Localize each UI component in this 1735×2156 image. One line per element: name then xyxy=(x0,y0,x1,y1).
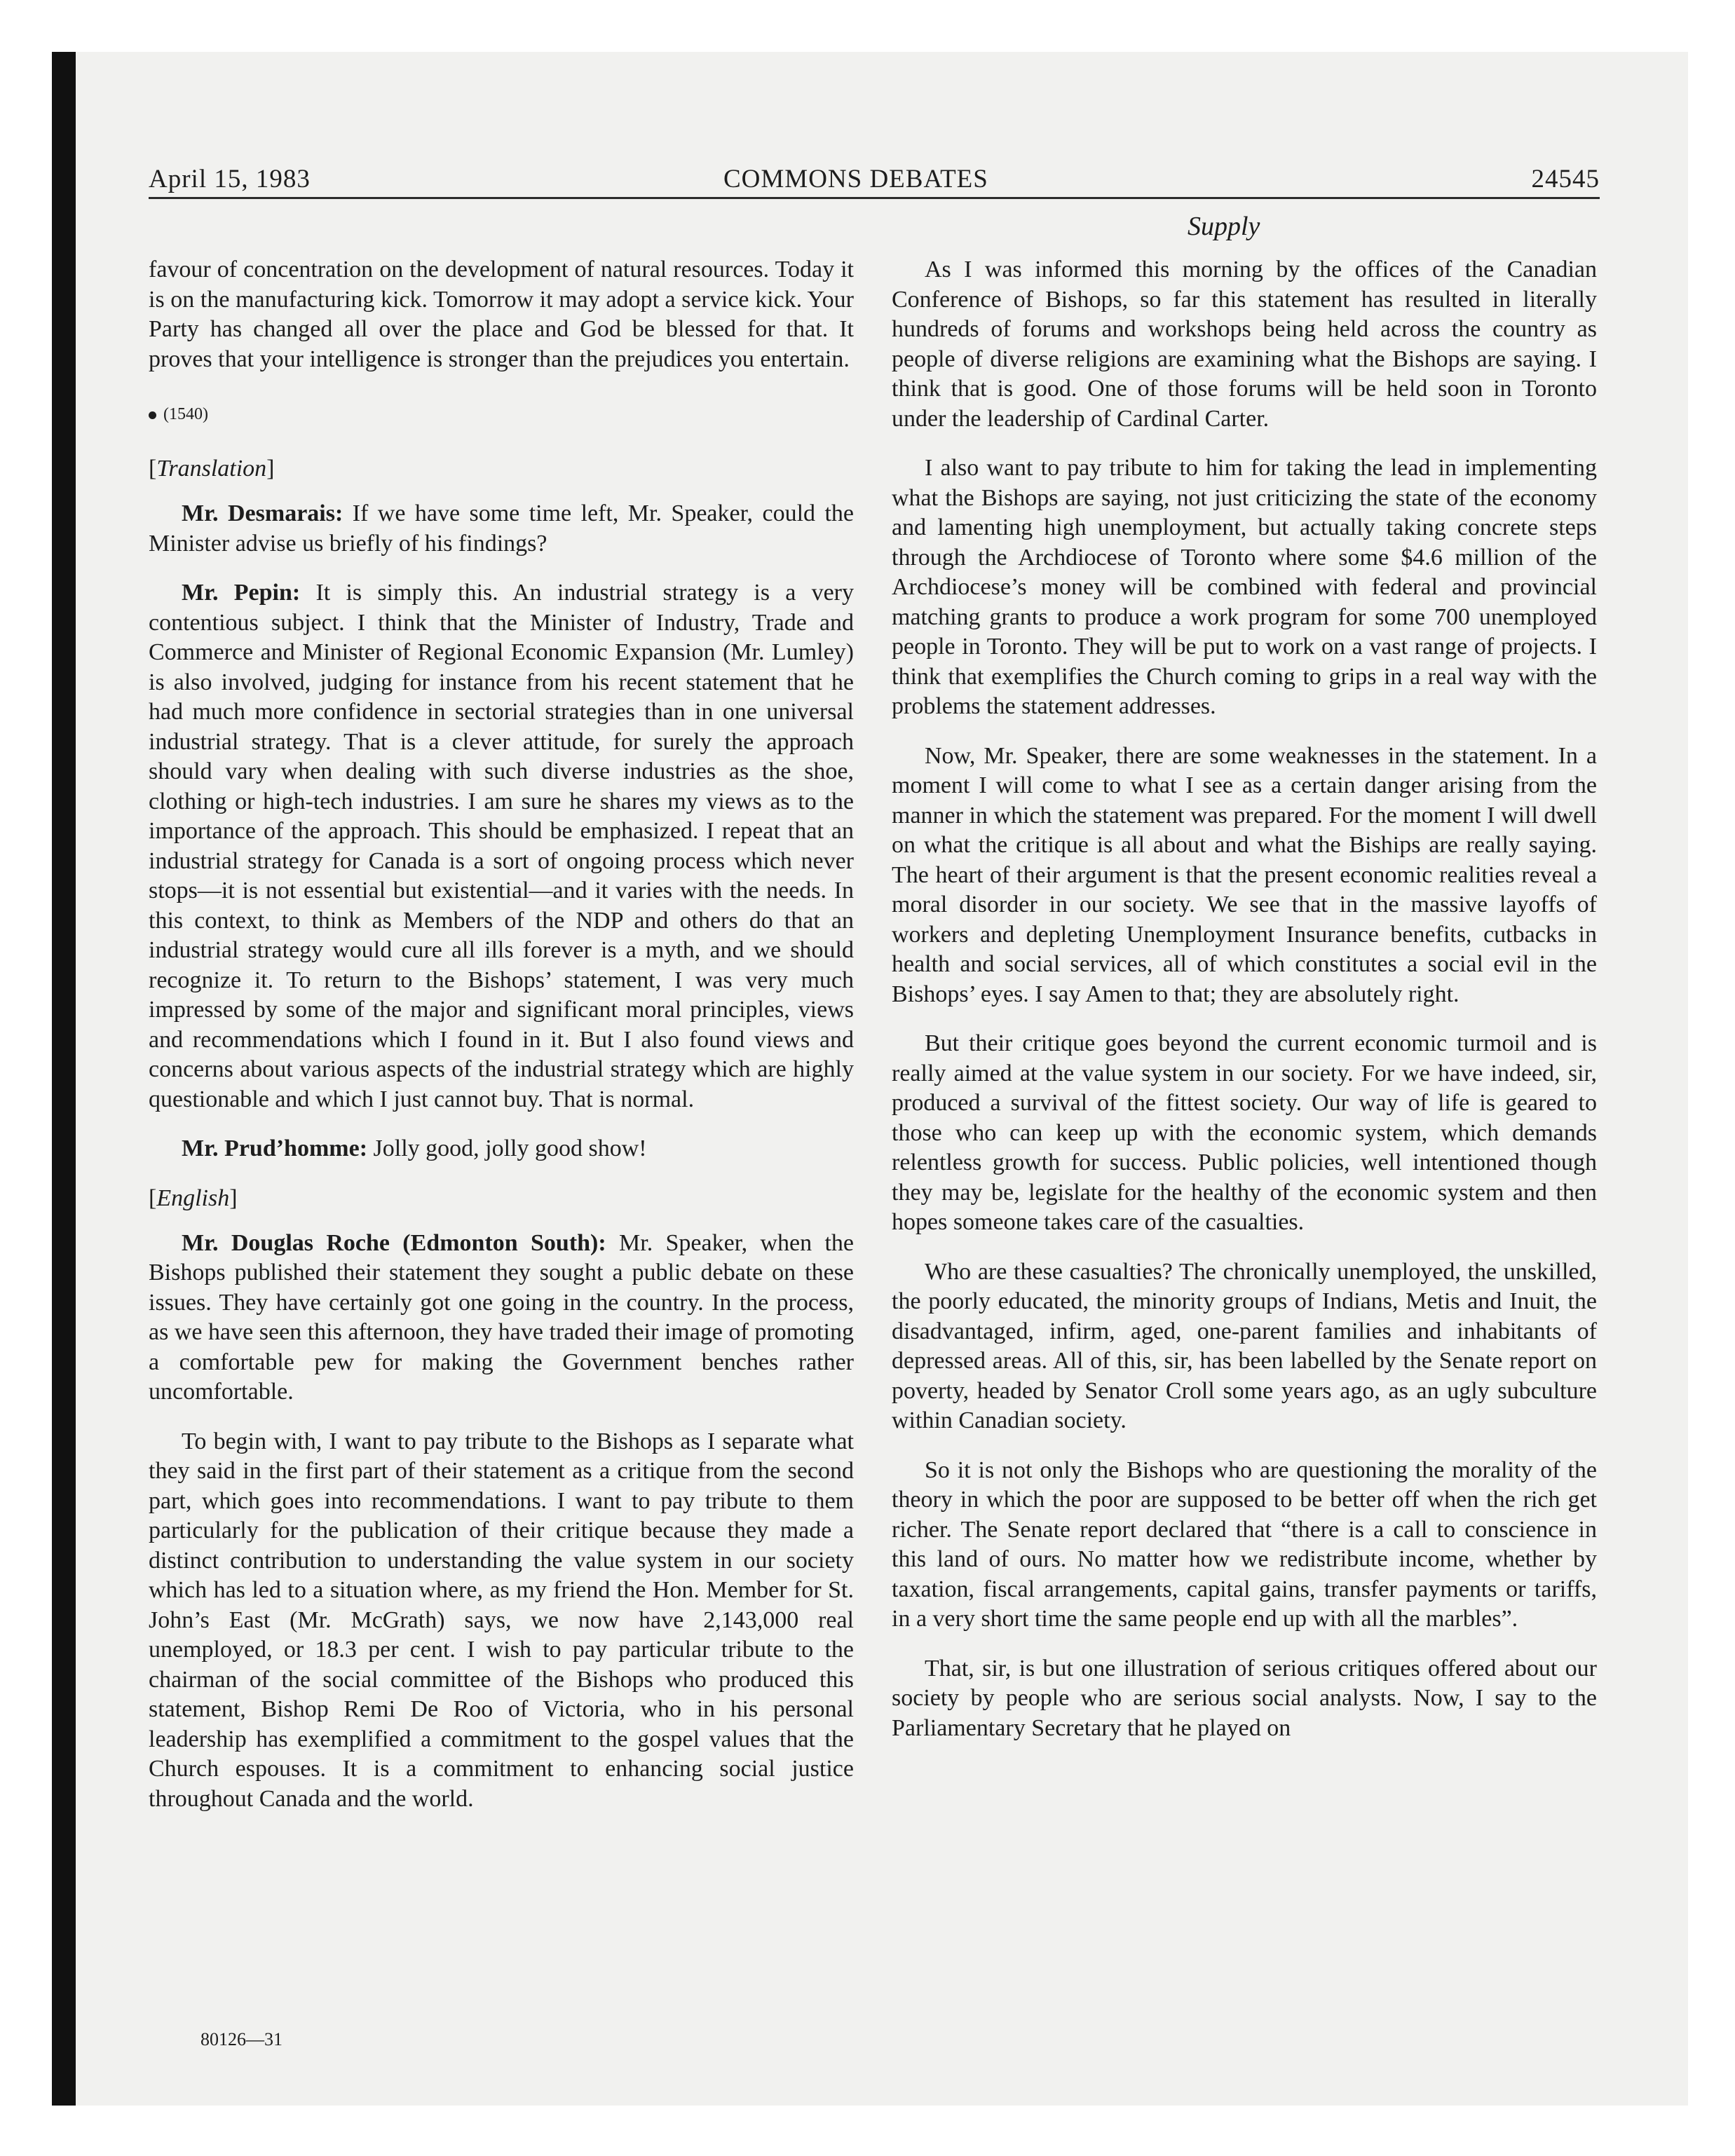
speaker-name: Mr. Pepin: xyxy=(182,580,301,606)
speech-text: It is simply this. An industrial strategy is a very contentious subject. I think that the Minister of Industry, Trade and Commerce and Minister of Regional Economic Expansion (Mr. Lumley) is also involved, judging for instance from his recent statement that he had much more confidence in sectorial strategies than in one universal industrial strategy. That is a clever attitude, for surely the approach should vary when dealing with such diverse industries as the shoe, clothing or high-tech industries. I am sure he shares my views as to the importance of the approach. This should be emphasized. I repeat that an industrial strategy for Canada is a sort of ongoing process which never stops—it is not essential but existential—and it varies with the needs. In this context, to think as Members of the NDP and others do that an industrial strategy would cure all ills forever is a myth, and we should recognize it. To return to the Bishops’ statement, I was very much impressed by some of the major and significant moral principles, views and recommendations which I found in it. But I also found views and concerns about various aspects of the industrial strategy which are highly questionable and which I just cannot buy. That is normal. xyxy=(149,580,854,1112)
language-label-text: Translation xyxy=(156,456,267,482)
speech-text: Jolly good, jolly good show! xyxy=(367,1135,647,1161)
bullet-dot-icon xyxy=(149,411,156,419)
right-column xyxy=(892,255,1597,1763)
paragraph: As I was informed this morning by the offices of the Canadian Conference of Bishops, so far this statement has resulted in literally hundreds of forums and workshops being held across the country as people of diverse religions are examining what the Bishops are saying. I think that is good. One of those forums will be held soon in Toronto under the leadership of Cardinal Carter. xyxy=(892,257,1597,432)
footer-code: 80126—31 xyxy=(200,2029,283,2049)
scanned-page xyxy=(52,52,1688,2106)
paragraph: I also want to pay tribute to him for taking the lead in implementing what the Bishops are saying, not just criticizing the state of the economy and lamenting high unemployment, but actually taking concrete steps through the Archdiocese of Toronto where some $4.6 million of the Archdiocese’s money will be combined with federal and provincial matching grants to produce a work program for some 700 unemployed people in Toronto. They will be put to work on a vast range of projects. I think that exemplifies the Church coming to grips in a real way with the problems the statement addresses. xyxy=(892,455,1597,719)
language-label-translation: [Translation] xyxy=(149,456,275,482)
time-marker xyxy=(149,404,854,425)
paragraph: favour of concentration on the development of natural resources. Today it is on the manufacturing kick. Tomorrow it may adopt a service kick. Your Party has changed all over the place and God be blessed for that. It proves that your intelligence is stronger than the prejudices you entertain. xyxy=(149,257,854,372)
time-marker-text: (1540) xyxy=(163,405,208,423)
paragraph: Who are these casualties? The chronically unemployed, the unskilled, the poorly educated, the minority groups of Indians, Metis and Inuit, the disadvantaged, infirm, aged, one-parent families and inhabitants of depressed areas. All of this, sir, has been labelled by the Senate report on poverty, headed by Senator Croll some years ago, as an ugly subculture within Canadian society. xyxy=(892,1258,1597,1433)
paragraph: But their critique goes beyond the current economic turmoil and is really aimed at the value system in our society. For we have indeed, sir, produced a survival of the fittest society. Our way of life is geared to those who can keep up with the economic system, which demands relentless growth for success. Public policies, well intentioned though they may be, legislate for the healthy of the economic system and then hopes someone takes care of the casualties. xyxy=(892,1030,1597,1235)
paragraph: So it is not only the Bishops who are questioning the morality of the theory in which the poor are supposed to be better off when the rich get richer. The Senate report declared that “there is a call to conscience in this land of ours. No matter how we redistribute income, whether by taxation, fiscal arrangements, capital gains, transfer payments or tariffs, in a very short time the same people end up with all the marbles”. xyxy=(892,1456,1597,1632)
paragraph: That, sir, is but one illustration of serious critiques offered about our society by people who are serious social analysts. Now, I say to the Parliamentary Secretary that he played on xyxy=(892,1655,1597,1741)
speaker-name: Mr. Douglas Roche (Edmonton South): xyxy=(182,1229,606,1256)
left-column xyxy=(149,255,854,1834)
speech-text: If we have some time left, Mr. Speaker, could the Minister advise us briefly of his findings? xyxy=(149,500,854,557)
header-date: April 15, 1983 xyxy=(149,165,311,193)
section-title: Supply xyxy=(1188,212,1260,241)
speaker-name: Mr. Prud’homme: xyxy=(182,1135,368,1161)
paragraph: Now, Mr. Speaker, there are some weaknesses in the statement. In a moment I will come to what I see as a certain danger arising from the manner in which the statement was prepared. For the moment I will dwell on what the critique is all about and what the Biships are really saying. The heart of their argument is that the present economic realities reveal a moral disorder in our society. We see that in the massive layoffs of workers and depleting Unemployment Insurance benefits, cutbacks in health and social services, all of which constitutes a social evil in the Bishops’ eyes. I say Amen to that; they are absolutely right. xyxy=(892,742,1597,1007)
language-label-english: [English] xyxy=(149,1185,238,1211)
paragraph: To begin with, I want to pay tribute to the Bishops as I separate what they said in the first part of their statement as a critique from the second part, which goes into recommendations. I want to pay tribute to them particularly for the publication of their critique because they made a distinct contribution to understanding the value system in our society which has led to a situation where, as my friend the Hon. Member for St. John’s East (Mr. McGrath) says, we now have 2,143,000 real unemployed, or 18.3 per cent. I wish to pay particular tribute to the chairman of the social committee of the Bishops who produced this statement, Bishop Remi De Roo of Victoria, who in his personal leadership has exemplified a commitment to the gospel values that the Church espouses. It is a commitment to enhancing social justice throughout Canada and the world. xyxy=(149,1428,854,1812)
speaker-name: Mr. Desmarais: xyxy=(182,500,343,526)
language-label-text: English xyxy=(156,1185,230,1211)
paragraph xyxy=(149,1134,854,1164)
paragraph xyxy=(149,499,854,559)
header-title: COMMONS DEBATES xyxy=(723,165,988,193)
paragraph xyxy=(149,578,854,1114)
speech-text: Mr. Speaker, when the Bishops published their statement they sought a public debate on these issues. They have certainly got one going in the country. In the process, as we have seen this afternoon, they have traded their image of promoting a comfortable pew for making the Government benches rather uncomfortable. xyxy=(149,1229,854,1405)
paragraph xyxy=(149,1229,854,1407)
scan-edge-bar xyxy=(52,52,76,2106)
header-page-number: 24545 xyxy=(1531,165,1600,193)
header-rule xyxy=(149,197,1600,199)
